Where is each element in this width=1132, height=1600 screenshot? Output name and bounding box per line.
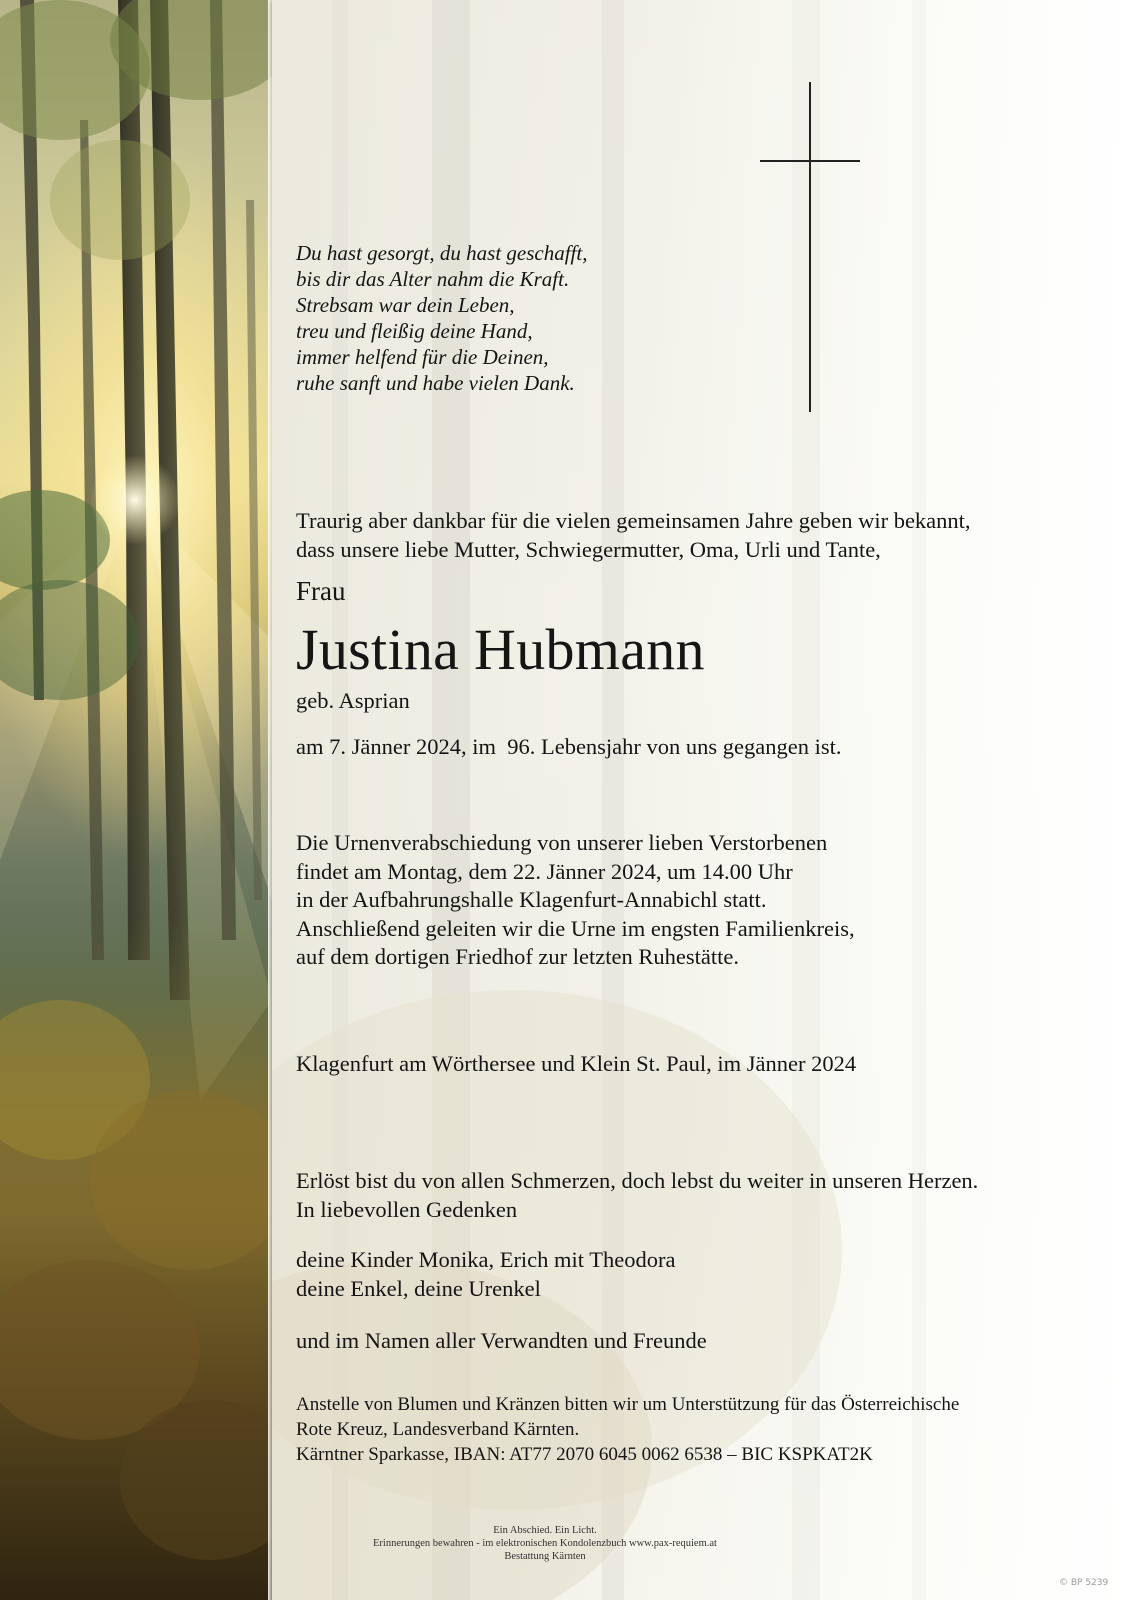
intro-line: dass unsere liebe Mutter, Schwiegermutter, Oma, Urli und Tante, (296, 536, 881, 562)
poem-line: Du hast gesorgt, du hast geschafft, (296, 241, 588, 265)
forest-photo (0, 0, 272, 1600)
farewell-line: In liebevollen Gedenken (296, 1196, 518, 1222)
poem-line: treu und fleißig deine Hand, (296, 319, 533, 343)
donation-request (296, 1392, 959, 1467)
funeral-line: findet am Montag, dem 22. Jänner 2024, um 14.00 Uhr (296, 858, 793, 884)
footer-line: Bestattung Kärnten (504, 1551, 586, 1562)
donation-line: Anstelle von Blumen und Kränzen bitten wir um Unterstützung für das Österreichische (296, 1394, 960, 1415)
cross-icon (760, 82, 860, 412)
funeral-line: Anschließend geleiten wir die Urne im engsten Familienkreis, (296, 915, 855, 941)
death-statement (296, 733, 842, 762)
forest-trees (0, 0, 272, 1600)
announcement-intro (296, 507, 971, 564)
place-date-line: Klagenfurt am Wörthersee und Klein St. Paul, im Jänner 2024 (296, 1051, 857, 1076)
funeral-line: Die Urnenverabschiedung von unserer lieben Verstorbenen (296, 830, 828, 855)
poem-line: bis dir das Alter nahm die Kraft. (296, 267, 570, 291)
maiden-name: geb. Asprian (296, 688, 410, 713)
cross-horizontal-bar (760, 160, 860, 162)
salutation: Frau (296, 576, 346, 606)
copyright-mark: © BP 5239 (1059, 1578, 1109, 1588)
relatives-text: und im Namen aller Verwandten und Freunde (296, 1328, 707, 1353)
footer-note (300, 1524, 790, 1563)
donation-line: Kärntner Sparkasse, IBAN: AT77 2070 6045 0062 6538 – BIC KSPKAT2K (296, 1444, 873, 1465)
footer-line: Ein Abschied. Ein Licht. (493, 1525, 597, 1536)
relatives-line (296, 1327, 707, 1356)
footer-line: Erinnerungen bewahren - im elektronischen Kondolenzbuch www.pax-requiem.at (373, 1538, 717, 1549)
family-line: deine Enkel, deine Urenkel (296, 1275, 541, 1301)
mourning-family (296, 1246, 675, 1303)
intro-line: Traurig aber dankbar für die vielen gemeinsamen Jahre geben wir bekannt, (296, 508, 971, 533)
memorial-poem (296, 240, 736, 396)
donation-line: Rote Kreuz, Landesverband Kärnten. (296, 1419, 580, 1440)
poem-line: Strebsam war dein Leben, (296, 293, 515, 317)
funeral-line: auf dem dortigen Friedhof zur letzten Ruhestätte. (296, 944, 739, 969)
poem-line: ruhe sanft und habe vielen Dank. (296, 371, 575, 395)
farewell-line: Erlöst bist du von allen Schmerzen, doch lebst du weiter in unseren Herzen. (296, 1168, 979, 1193)
place-and-date (296, 1050, 856, 1079)
funeral-details (296, 829, 855, 972)
deceased-name: Justina Hubmann (296, 617, 705, 682)
funeral-line: in der Aufbahrungshalle Klagenfurt-Annabichl statt. (296, 887, 767, 912)
poem-line: immer helfend für die Deinen, (296, 345, 549, 369)
death-line: am 7. Jänner 2024, im 96. Lebensjahr von uns gegangen ist. (296, 734, 842, 759)
cross-vertical-bar (809, 82, 811, 412)
family-line: deine Kinder Monika, Erich mit Theodora (296, 1247, 676, 1272)
farewell-message (296, 1167, 978, 1224)
